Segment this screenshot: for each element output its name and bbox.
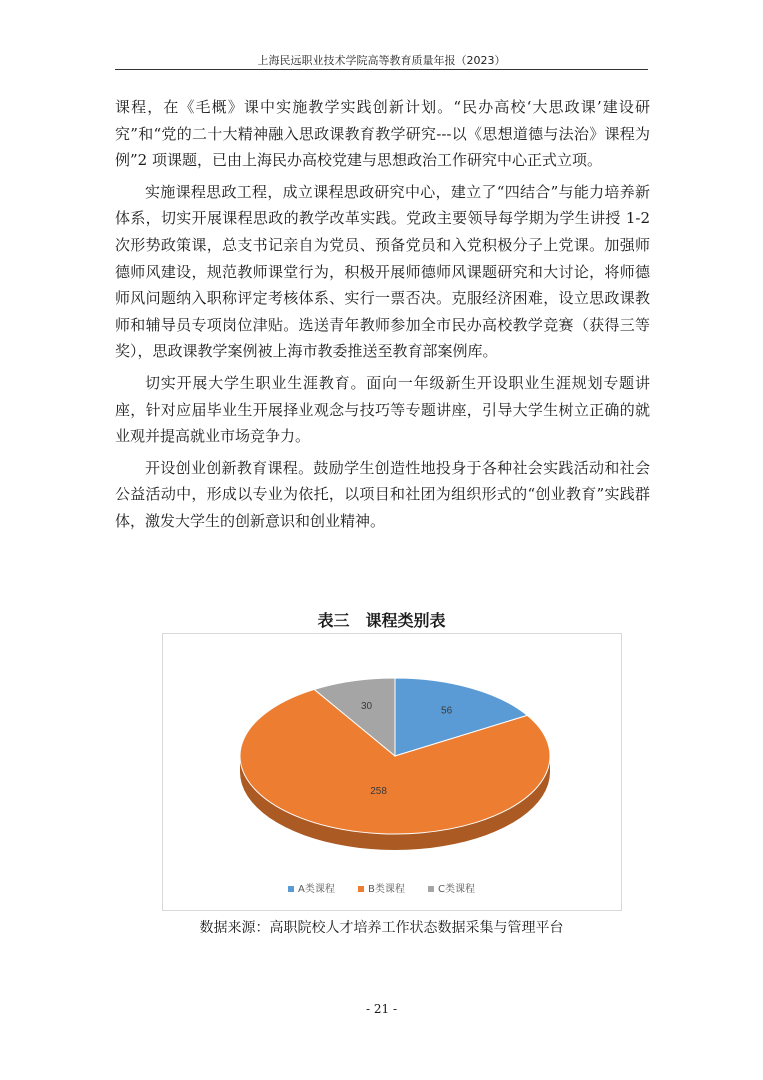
page-number: - 21 - — [365, 1002, 397, 1016]
legend-swatch-3 — [428, 886, 434, 892]
legend-swatch-1 — [288, 886, 294, 892]
data-label-3: 30 — [360, 700, 373, 712]
paragraph-2: 实施课程思政工程，成立课程思政研究中心，建立了“四结合”与能力培养新体系，切实开展课程思政的教学改革实践。党政主要领导每学期为学生讲授 1-2 次形势政策课，总支书记亲自为党员、预备党员和入党积极分子上党课。加强师德师风建设，规范教师课堂行为，积极开展师德师风课题研究和大讨论，将师德师风问题纳入职称评定考核体系、实行一票否决。克服经济困难，设立思政课教师和辅导员专项岗位津贴。选送青年教师参加全市民办高校教学竞赛（获得三等奖），思政课教学案例被上海市教委推送至教育部案例库。 — [115, 182, 650, 361]
data-label-2: 258 — [370, 786, 387, 798]
legend-label-1: A类课程 — [298, 884, 335, 895]
pie-chart — [162, 633, 622, 911]
legend-swatch-2 — [358, 886, 364, 892]
paragraph-1: 课程，在《毛概》课中实施教学实践创新计划。“民办高校‘大思政课’建设研究”和“党的二十大精神融入思政课教育教学研究---以《思想道德与法治》课程为例”2 项课题，已由上海民办高校党建与思想政治工作研究中心正式立项。 — [115, 98, 650, 170]
paragraph-3: 切实开展大学生职业生涯教育。面向一年级新生开设职业生涯规划专题讲座，针对应届毕业生开展择业观念与技巧等专题讲座，引导大学生树立正确的就业观并提高就业市场竞争力。 — [115, 373, 650, 446]
body-text — [115, 94, 650, 540]
running-header: 上海民远职业技术学院高等教育质量年报（2023） — [257, 54, 506, 67]
legend-label-2: B类课程 — [368, 884, 405, 895]
header-rule — [115, 69, 648, 70]
paragraph-4: 开设创业创新教育课程。鼓励学生创造性地投身于各种社会实践活动和社会公益活动中，形成以专业为依托，以项目和社团为组织形式的“创业教育”实践群体，激发大学生的创新意识和创业精神。 — [115, 458, 650, 530]
chart-title: 表三 课程类别表 — [317, 611, 446, 630]
data-source-note: 数据来源：高职院校人才培养工作状态数据采集与管理平台 — [199, 920, 564, 936]
pie-chart-svg — [163, 634, 623, 912]
data-label-1: 56 — [441, 705, 453, 717]
legend-label-3: C类课程 — [438, 884, 475, 895]
